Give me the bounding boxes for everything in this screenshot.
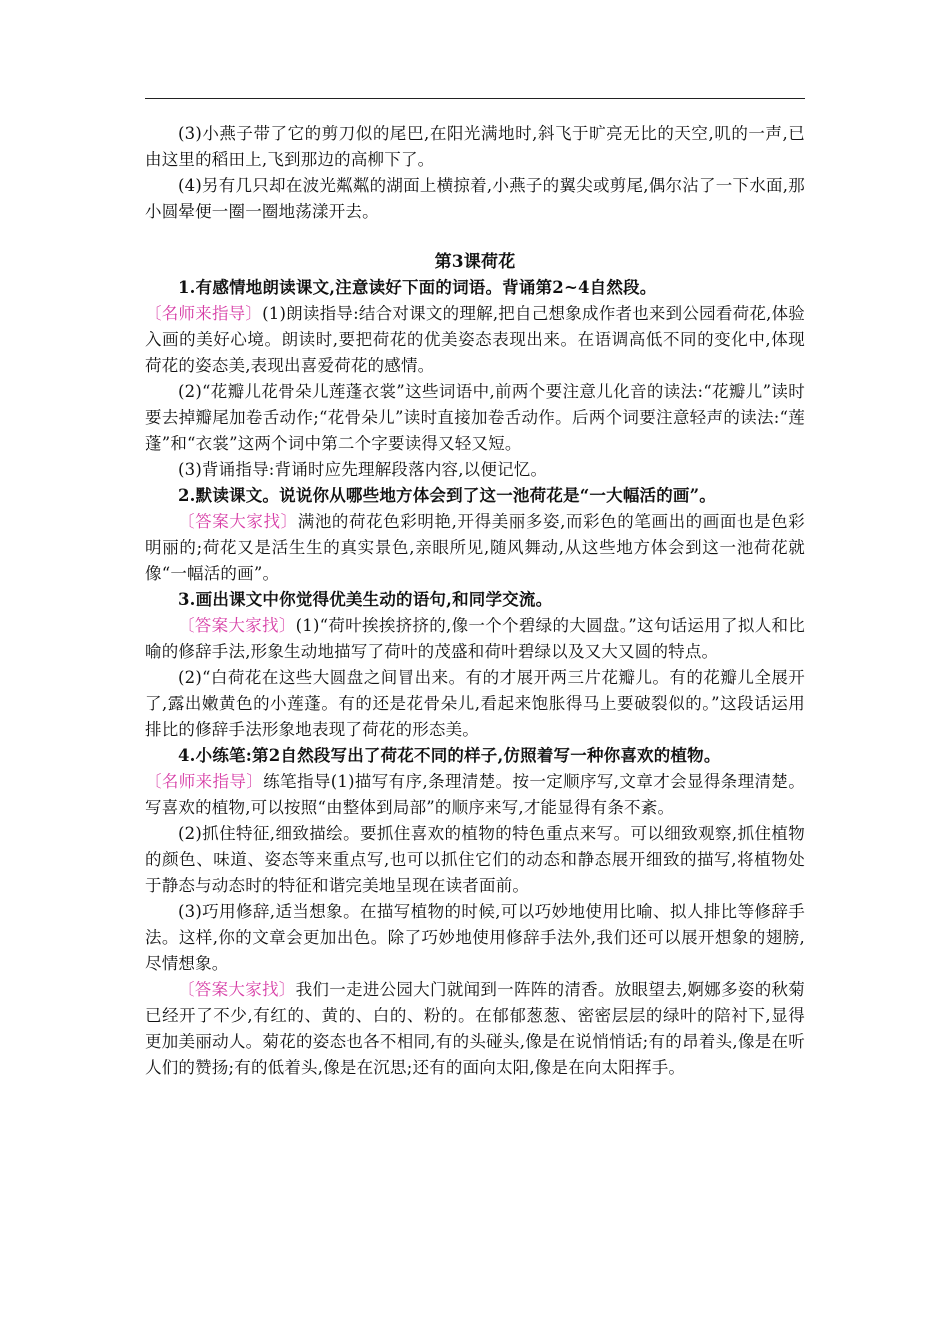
- tag-teacher-guide: 〔名师来指导〕: [145, 304, 263, 323]
- q1-guidance-1: [145, 301, 805, 379]
- q4-answer-text: 我们一走进公园大门就闻到一阵阵的清香。放眼望去,婀娜多姿的秋菊已经开了不少,有红的、黄的、白的、粉的。在郁郁葱葱、密密层层的绿叶的陪衬下,显得更加美丽动人。菊花的姿态也各不相同,有的头碰头,像是在说悄悄话;有的昂着头,像是在听人们的赞扬;有的低着头,像是在沉思;还有的面向太阳,像是在向太阳挥手。: [145, 980, 805, 1077]
- tag-answer: 〔答案大家找〕: [178, 980, 296, 999]
- q4-guidance-3: (3)巧用修辞,适当想象。在描写植物的时候,可以巧妙地使用比喻、拟人排比等修辞手法。这样,你的文章会更加出色。除了巧妙地使用修辞手法外,我们还可以展开想象的翅膀,尽情想象。: [145, 902, 805, 973]
- tag-teacher-guide: 〔名师来指导〕: [145, 772, 264, 791]
- question-4: 4.小练笔:第2自然段写出了荷花不同的样子,仿照着写一种你喜欢的植物。: [178, 746, 721, 765]
- q1-guidance-3: (3)背诵指导:背诵时应先理解段落内容,以便记忆。: [178, 460, 548, 479]
- q4-guidance-1-text: 练笔指导(1)描写有序,条理清楚。按一定顺序写,文章才会显得条理清楚。写喜欢的植物,可以按照“由整体到局部”的顺序来写,才能显得有条不紊。: [145, 772, 805, 817]
- page-content: [145, 121, 805, 1081]
- q1-guidance-1-text: (1)朗读指导:结合对课文的理解,把自己想象成作者也来到公园看荷花,体验入画的美好心境。朗读时,要把荷花的优美姿态表现出来。在语调高低不同的变化中,体现荷花的姿态美,表现出喜爱荷花的感情。: [145, 304, 806, 375]
- tag-answer: 〔答案大家找〕: [178, 616, 296, 635]
- q2-answer: [145, 509, 805, 587]
- question-3: 3.画出课文中你觉得优美生动的语句,和同学交流。: [178, 590, 553, 609]
- q2-answer-text: 满池的荷花色彩明艳,开得美丽多姿,而彩色的笔画出的画面也是色彩明丽的;荷花又是活生生的真实景色,亲眼所见,随风舞动,从这些地方体会到这一池荷花就像“一幅活的画”。: [145, 512, 805, 583]
- intro-paragraph-3: (3)小燕子带了它的剪刀似的尾巴,在阳光满地时,斜飞于旷亮无比的天空,叽的一声,已由这里的稻田上,飞到那边的高柳下了。: [145, 124, 805, 169]
- q3-answer-1-text: (1)“荷叶挨挨挤挤的,像一个个碧绿的大圆盘。”这句话运用了拟人和比喻的修辞手法,形象生动地描写了荷叶的茂盛和荷叶碧绿以及又大又圆的特点。: [145, 616, 805, 661]
- question-1: 1.有感情地朗读课文,注意读好下面的词语。背诵第2~4自然段。: [178, 278, 657, 297]
- question-2: 2.默读课文。说说你从哪些地方体会到了这一池荷花是“一大幅活的画”。: [178, 486, 717, 505]
- q3-answer-2: (2)“白荷花在这些大圆盘之间冒出来。有的才展开两三片花瓣儿。有的花瓣儿全展开了,露出嫩黄色的小莲蓬。有的还是花骨朵儿,看起来饱胀得马上要破裂似的。”这段话运用排比的修辞手法形象地表现了荷花的形态美。: [145, 668, 805, 739]
- tag-answer: 〔答案大家找〕: [178, 512, 298, 531]
- q4-guidance-2: (2)抓住特征,细致描绘。要抓住喜欢的植物的特色重点来写。可以细致观察,抓住植物的颜色、味道、姿态等来重点写,也可以抓住它们的动态和静态展开细致的描写,将植物处于静态与动态时的特征和谐完美地呈现在读者面前。: [145, 824, 805, 895]
- q3-answer-1: [145, 613, 805, 665]
- intro-paragraph-4: (4)另有几只却在波光粼粼的湖面上横掠着,小燕子的翼尖或剪尾,偶尔沾了一下水面,那小圆晕便一圈一圈地荡漾开去。: [145, 176, 805, 221]
- q4-answer: [145, 977, 805, 1081]
- q4-guidance-1: [145, 769, 805, 821]
- lesson-title: 第3课荷花: [434, 252, 516, 272]
- header-rule: [145, 98, 805, 99]
- q1-guidance-2: (2)“花瓣儿花骨朵儿莲蓬衣裳”这些词语中,前两个要注意儿化音的读法:“花瓣儿”读时要去掉瓣尾加卷舌动作;“花骨朵儿”读时直接加卷舌动作。后两个词要注意轻声的读法:“莲蓬”和“衣裳”这两个词中第二个字要读得又轻又短。: [145, 382, 805, 453]
